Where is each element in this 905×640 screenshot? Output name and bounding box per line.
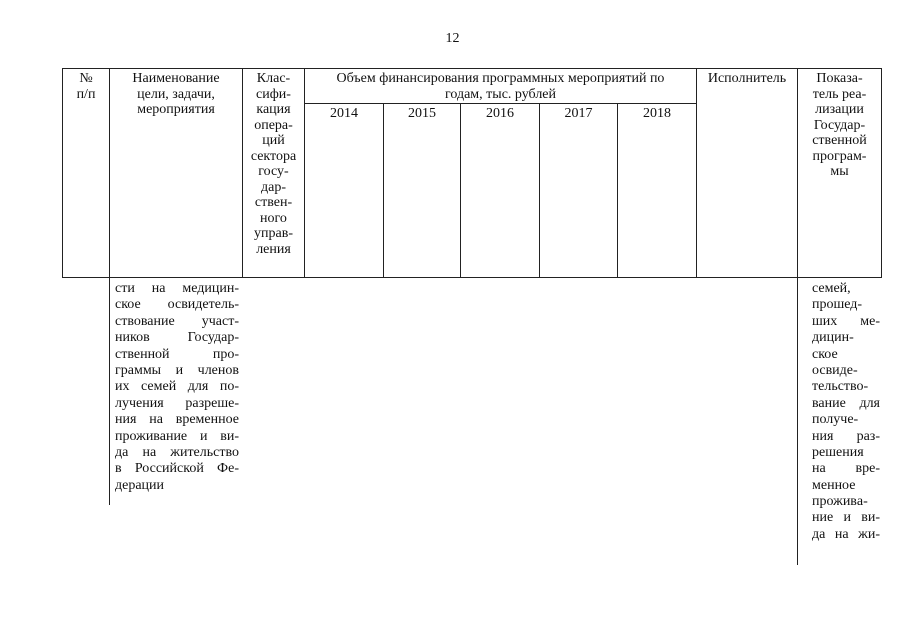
name-line: да на жительство	[115, 444, 239, 460]
name-line: ственной про-	[115, 346, 239, 362]
indicator-line: решения	[812, 444, 864, 460]
indicator-line: вание для	[812, 395, 880, 411]
name-line: их семей для по-	[115, 379, 239, 395]
indicator-line: получе-	[812, 412, 859, 428]
indicator-line: прошед-	[812, 297, 863, 313]
name-line: проживание и ви-	[115, 428, 239, 444]
name-line: граммы и членов	[115, 362, 239, 378]
indicator-line: ших ме-	[812, 313, 880, 329]
indicator-line: да на жи-	[812, 526, 880, 542]
header-executor: Исполнитель	[707, 71, 787, 86]
header-year-2017: 2017	[564, 106, 593, 121]
header-year-2015: 2015	[408, 106, 436, 121]
name-line: ников Государ-	[115, 330, 239, 346]
header-classification: Клас- сифи- кация опера- ций сектора госу- дар- ствен- ного управ- ления	[250, 71, 297, 257]
header-no: № п/п	[76, 71, 96, 102]
indicator-line: проживa-	[812, 494, 868, 510]
header-year-2016: 2016	[486, 106, 514, 121]
name-line: ское освидетель-	[115, 297, 239, 313]
name-line: дерации	[115, 477, 165, 493]
header-year-2014: 2014	[330, 106, 358, 121]
header-name: Наименование цели, задачи, мероприятия	[132, 71, 220, 117]
name-line: ния на временное	[115, 412, 239, 428]
indicator-line: тельство-	[812, 379, 869, 395]
continuation-indicator-text	[812, 281, 880, 543]
indicator-line: семей,	[812, 281, 851, 296]
name-line: сти на медицин-	[115, 281, 239, 296]
continuation-name-text	[115, 281, 239, 494]
indicator-line: освиде-	[812, 362, 858, 378]
indicator-line: ское	[812, 346, 838, 362]
indicator-line: менное	[812, 477, 856, 493]
name-line: в Российской Фе-	[115, 461, 239, 477]
page-number: 12	[445, 31, 460, 46]
indicator-line: ние и ви-	[812, 510, 880, 526]
name-line: ствование участ-	[115, 313, 239, 329]
header-year-2018: 2018	[643, 106, 671, 121]
header-funding: Объем финансирования программных мероприятий по годам, тыс. рублей	[336, 71, 665, 102]
indicator-line: дицин-	[812, 330, 854, 346]
indicator-line: ния раз-	[812, 428, 880, 444]
name-line: лучения разреше-	[115, 395, 239, 411]
header-indicator: Показа- тель реа- лизации Государ- ственной програм- мы	[812, 71, 867, 179]
indicator-line: на вре-	[812, 461, 880, 477]
